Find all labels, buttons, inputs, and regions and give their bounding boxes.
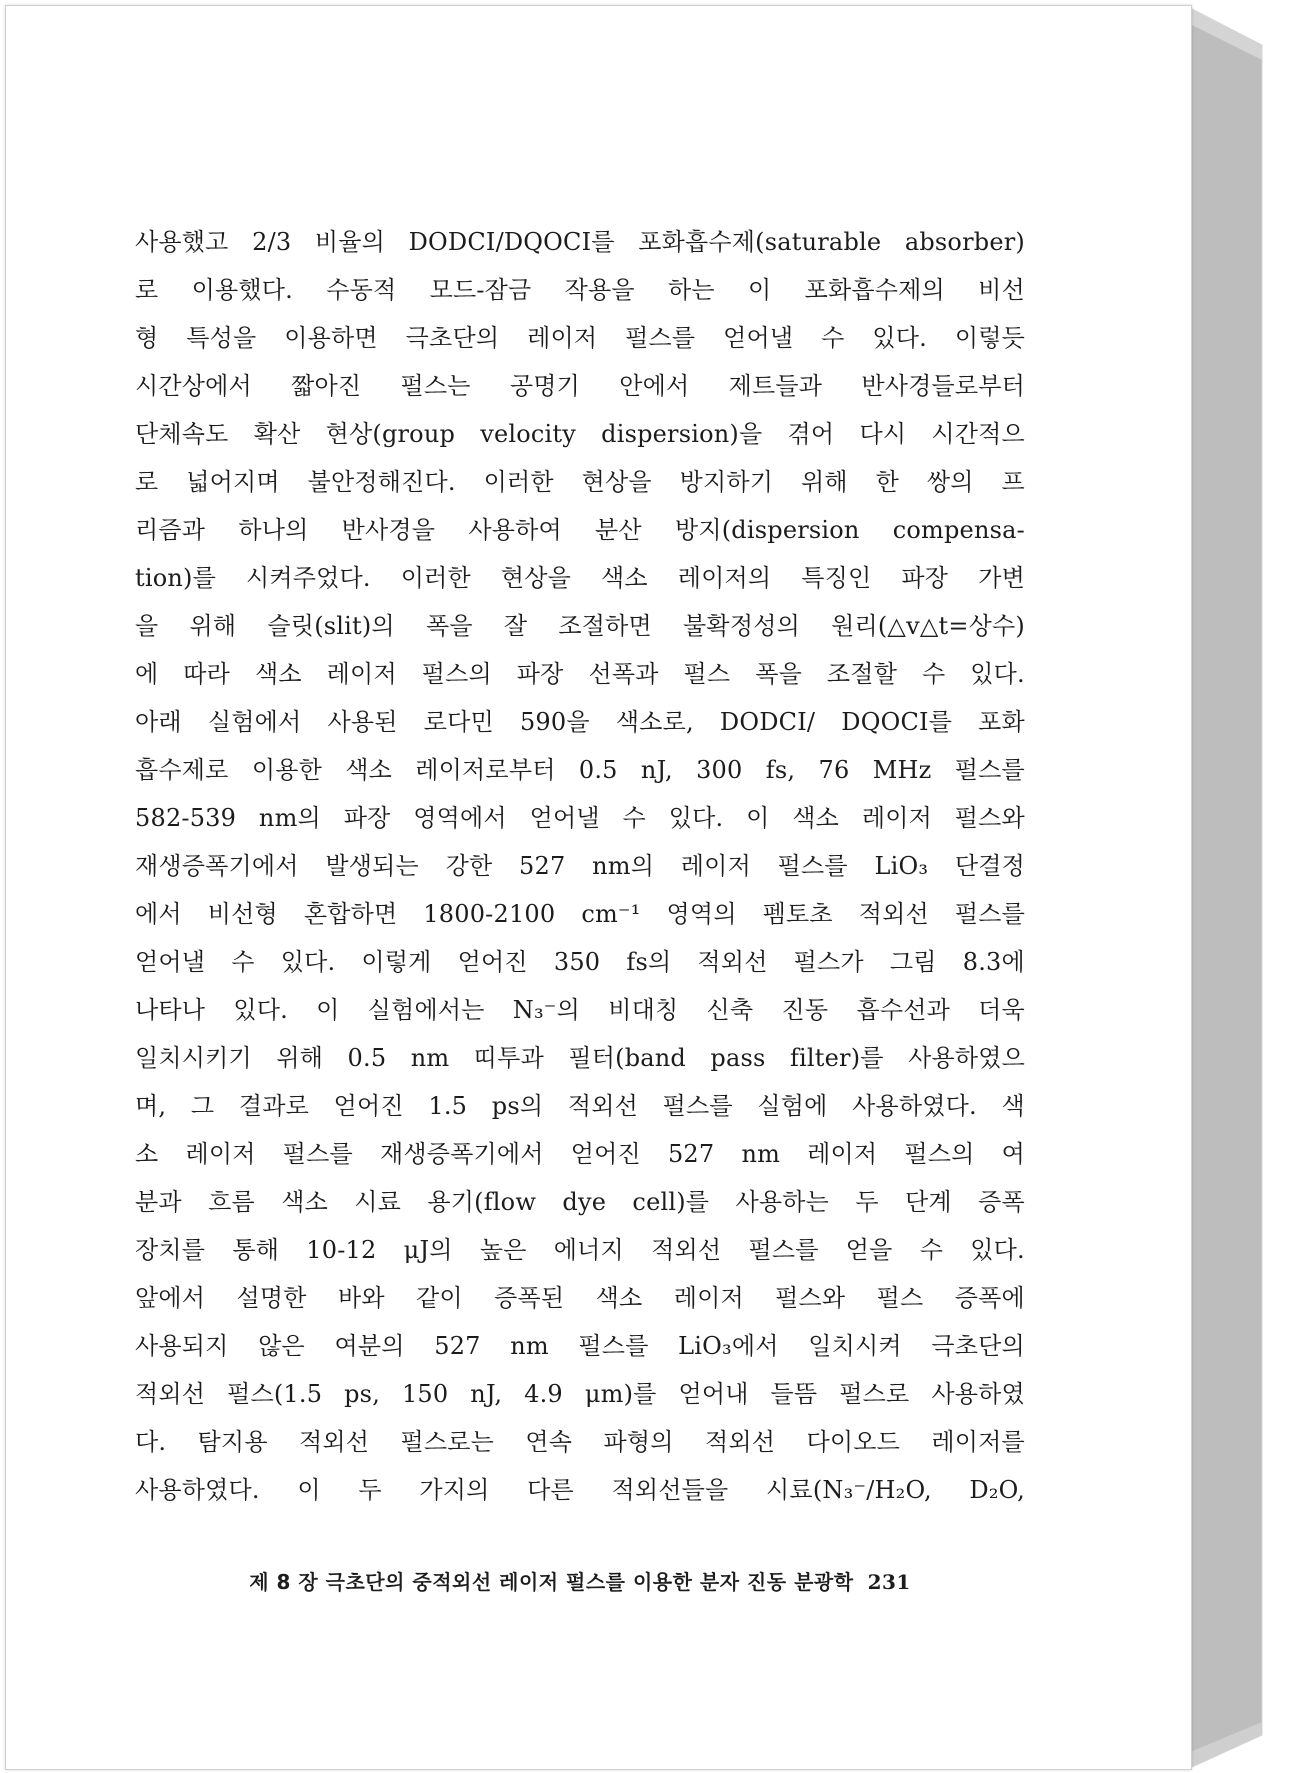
text-line: 로 이용했다. 수동적 모드-잠금 작용을 하는 이 포화흡수제의 비선 <box>135 276 1025 304</box>
text-line: 며, 그 결과로 얻어진 1.5 ps의 적외선 펄스를 실험에 사용하였다. 색 <box>135 1092 1025 1120</box>
text-line: 582-539 nm의 파장 영역에서 얻어낼 수 있다. 이 색소 레이저 펄스와 <box>135 804 1025 832</box>
text-line: 일치시키기 위해 0.5 nm 띠투과 필터(band pass filter)를 사용하였으 <box>135 1044 1025 1072</box>
text-line: 흡수제로 이용한 색소 레이저로부터 0.5 nJ, 300 fs, 76 MHz 펄스를 <box>135 756 1025 784</box>
text-line: 사용되지 않은 여분의 527 nm 펄스를 LiO₃에서 일치시켜 극초단의 <box>135 1332 1025 1360</box>
text-line: 나타나 있다. 이 실험에서는 N₃⁻의 비대칭 신축 진동 흡수선과 더욱 <box>135 996 1025 1024</box>
text-line: 단체속도 확산 현상(group velocity dispersion)을 겪어 다시 시간적으 <box>135 420 1025 448</box>
text-line: 형 특성을 이용하면 극초단의 레이저 펄스를 얻어낼 수 있다. 이렇듯 <box>135 324 1025 352</box>
text-line: 을 위해 슬릿(slit)의 폭을 잘 조절하면 불확정성의 원리(△v△t=상수) <box>135 612 1025 640</box>
text-line: 사용했고 2/3 비율의 DODCI/DQOCI를 포화흡수제(saturable absorber) <box>135 228 1025 256</box>
page-number: 231 <box>867 1570 911 1594</box>
text-line: tion)를 시켜주었다. 이러한 현상을 색소 레이저의 특징인 파장 가변 <box>135 564 1025 592</box>
text-line: 사용하였다. 이 두 가지의 다른 적외선들을 시료(N₃⁻/H₂O, D₂O, <box>135 1476 1025 1504</box>
running-title: 제 8 장 극초단의 중적외선 레이저 펄스를 이용한 분자 진동 분광학 <box>249 1570 854 1594</box>
text-line: 얻어낼 수 있다. 이렇게 얻어진 350 fs의 적외선 펄스가 그림 8.3에 <box>135 948 1025 976</box>
body-text <box>135 218 1025 1514</box>
text-line: 분과 흐름 색소 시료 용기(flow dye cell)를 사용하는 두 단계 증폭 <box>135 1188 1025 1216</box>
text-line: 적외선 펄스(1.5 ps, 150 nJ, 4.9 μm)를 얻어내 들뜸 펄스로 사용하였 <box>135 1380 1025 1408</box>
text-line: 리즘과 하나의 반사경을 사용하여 분산 방지(dispersion compensa- <box>135 516 1025 544</box>
text-line: 장치를 통해 10-12 μJ의 높은 에너지 적외선 펄스를 얻을 수 있다. <box>135 1236 1025 1264</box>
text-line: 소 레이저 펄스를 재생증폭기에서 얻어진 527 nm 레이저 펄스의 여 <box>135 1140 1025 1168</box>
text-line: 앞에서 설명한 바와 같이 증폭된 색소 레이저 펄스와 펄스 증폭에 <box>135 1284 1025 1312</box>
text-line: 시간상에서 짧아진 펄스는 공명기 안에서 제트들과 반사경들로부터 <box>135 372 1025 400</box>
page-footer <box>135 1566 1025 1595</box>
text-line: 에서 비선형 혼합하면 1800-2100 cm⁻¹ 영역의 펨토초 적외선 펄스를 <box>135 900 1025 928</box>
text-line: 에 따라 색소 레이저 펄스의 파장 선폭과 펄스 폭을 조절할 수 있다. <box>135 660 1025 688</box>
text-line: 아래 실험에서 사용된 로다민 590을 색소로, DODCI/ DQOCI를 포화 <box>135 708 1025 736</box>
text-line: 로 넓어지며 불안정해진다. 이러한 현상을 방지하기 위해 한 쌍의 프 <box>135 468 1025 496</box>
text-line: 다. 탐지용 적외선 펄스로는 연속 파형의 적외선 다이오드 레이저를 <box>135 1428 1025 1456</box>
text-line: 재생증폭기에서 발생되는 강한 527 nm의 레이저 펄스를 LiO₃ 단결정 <box>135 852 1025 880</box>
